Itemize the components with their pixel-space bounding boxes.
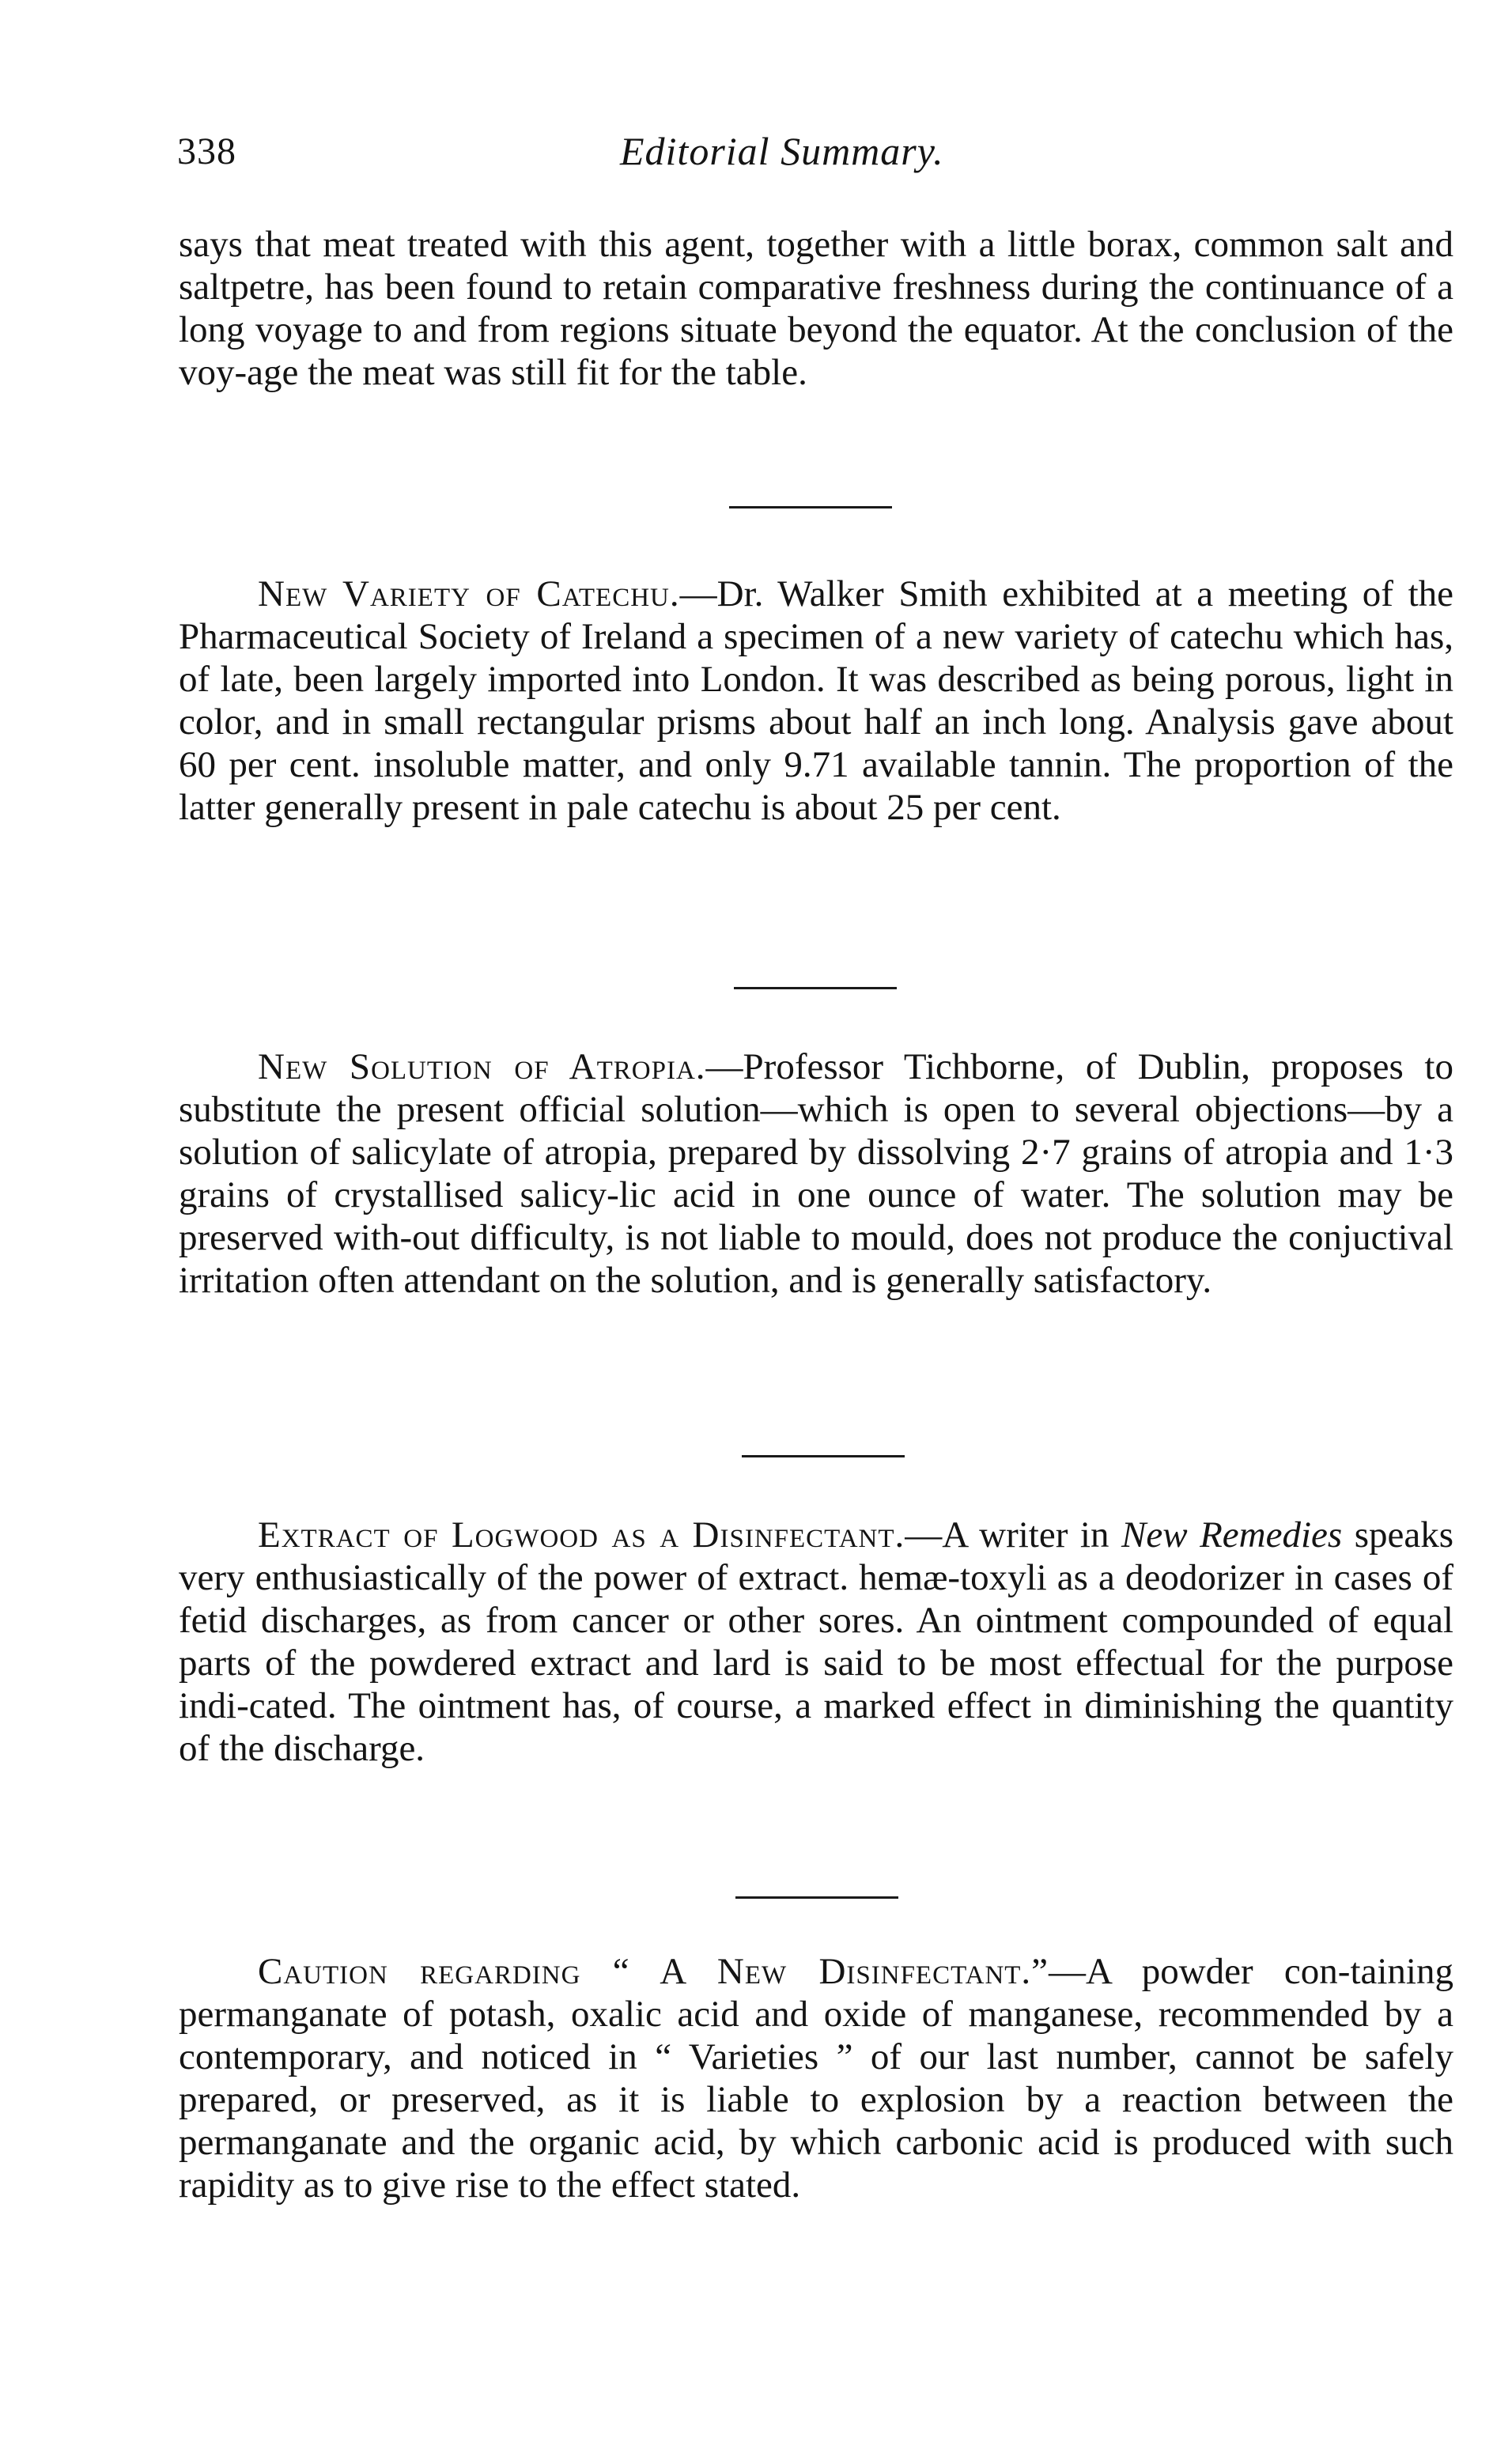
article-paragraph xyxy=(179,1950,1453,2206)
article-logwood xyxy=(179,1514,1453,1770)
article-paragraph xyxy=(179,1045,1453,1302)
section-divider xyxy=(735,1896,898,1899)
running-title: Editorial Summary. xyxy=(620,129,944,173)
article-caution xyxy=(179,1950,1453,2206)
article-body: —A powder con-taining permanganate of potash, oxalic acid and oxide of manganese, recommended by a contemporary, and noticed in “ Varieties ” of our last number, cannot be safely prepared, or preserved, as it is liable to explosion by a reaction between the permanganate and the organic acid, by which carbonic acid is produced with such rapidity as to give rise to the effect stated. xyxy=(179,1951,1453,2206)
running-head xyxy=(177,125,1458,188)
article-heading: New Variety of Catechu. xyxy=(258,573,680,614)
article-body-end: speaks very enthusiastically of the power of extract. hemæ-toxyli as a deodorizer in cases of fetid discharges, as from cancer or other sores. An ointment compounded of equal parts of the powdered extract and lard is said to be most effectual for the purpose indi-cated. The ointment has, of course, a marked effect in diminishing the quantity of the discharge. xyxy=(179,1514,1454,1769)
article-catechu xyxy=(179,573,1453,829)
article-paragraph xyxy=(179,573,1453,829)
article-atropia xyxy=(179,1045,1453,1302)
section-divider xyxy=(734,987,897,989)
section-divider xyxy=(729,506,892,508)
article-body: —Dr. Walker Smith exhibited at a meeting of the Pharmaceutical Society of Ireland a specimen of a new variety of catechu which has, of late, been largely imported into London. It was described as being porous, light in color, and in small rectangular prisms about half an inch long. Analysis gave about 60 per cent. insoluble matter, and only 9.71 available tannin. The proportion of the latter generally present in pale catechu is about 25 per cent. xyxy=(179,573,1454,828)
article-body-start: —A writer in xyxy=(905,1514,1121,1556)
section-divider xyxy=(742,1455,905,1457)
article-body: —Professor Tichborne, of Dublin, proposes to substitute the present official solution—which is open to several objections—by a solution of salicylate of atropia, prepared by dissolving 2·7 grains of atropia and 1·3 grains of crystallised salicy-lic acid in one ounce of water. The solution may be preserved with-out difficulty, is not liable to mould, does not produce the conjuctival irritation often attendant on the solution, and is generally satisfactory. xyxy=(179,1046,1453,1301)
article-paragraph xyxy=(179,1514,1453,1770)
continuation-paragraph xyxy=(179,223,1453,394)
page-number: 338 xyxy=(177,130,236,172)
publication-title: New Remedies xyxy=(1121,1514,1343,1556)
article-heading: New Solution of Atropia. xyxy=(258,1046,706,1087)
continuation-text: says that meat treated with this agent, together with a little borax, common salt and saltpetre, has been found to retain comparative freshness during the continuance of a long voyage to and from regions situate beyond the equator. At the conclusion of the voy-age the meat was still fit for the table. xyxy=(179,224,1453,393)
article-heading: Caution regarding “ A New Disinfectant.” xyxy=(258,1951,1049,1992)
article-heading: Extract of Logwood as a Disinfectant. xyxy=(258,1514,905,1556)
